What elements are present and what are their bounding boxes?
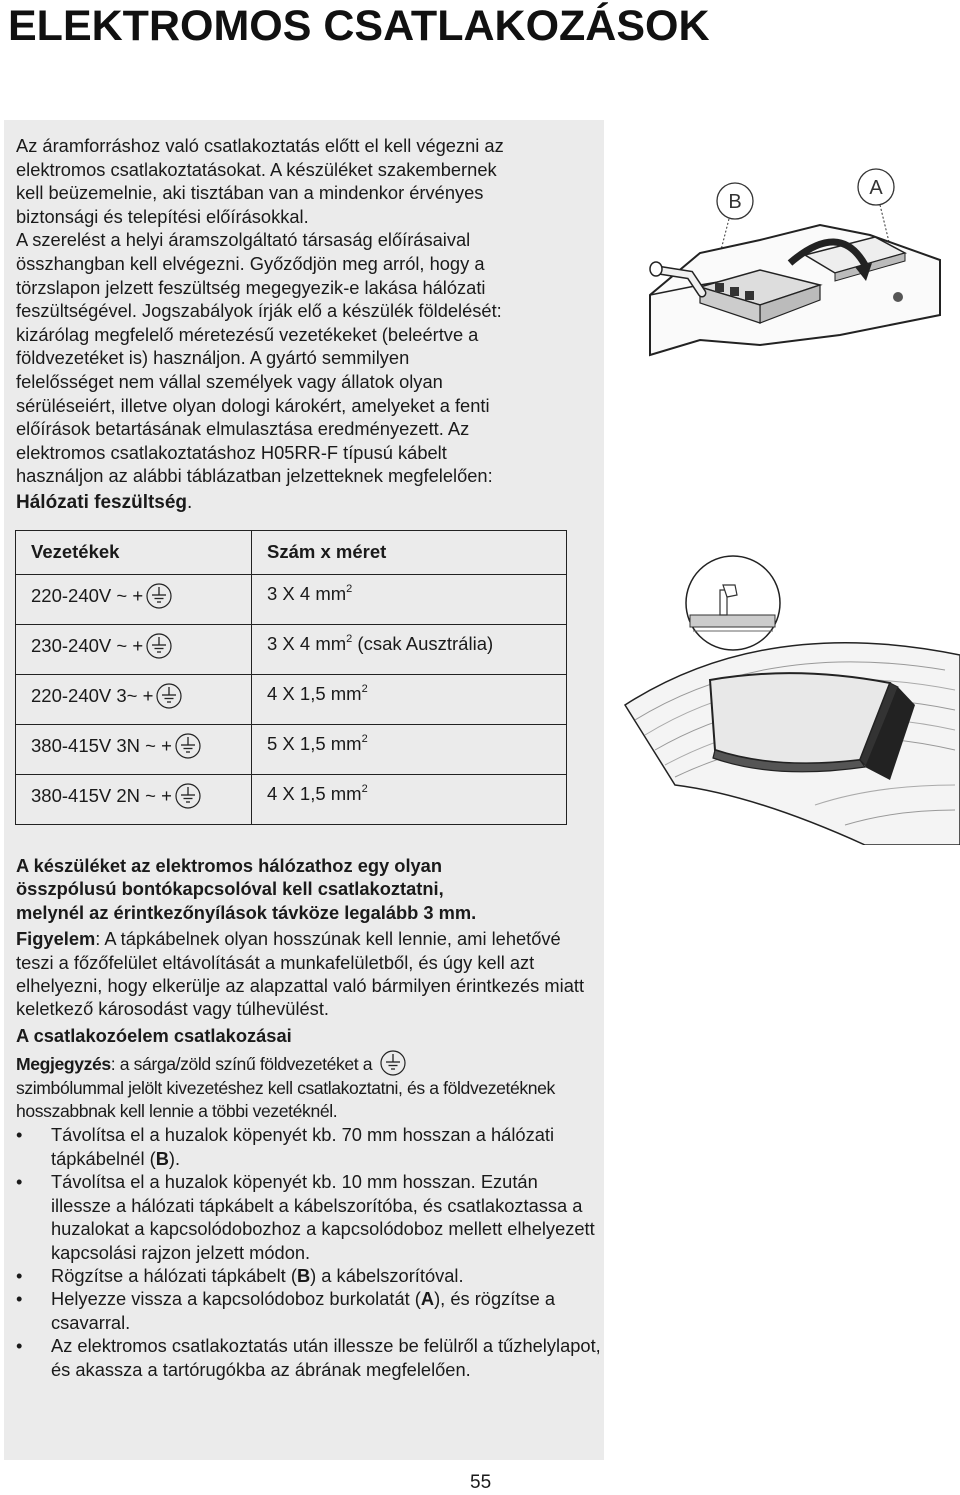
mains-voltage-line <box>16 491 601 515</box>
step-text: ) a kábelszorítóval. <box>310 1264 464 1286</box>
size-cell <box>252 675 567 725</box>
instructions-section <box>16 854 601 1381</box>
size-suffix: (csak Ausztrália) <box>352 633 494 654</box>
table-row <box>16 575 567 625</box>
wiring-cell <box>16 625 252 675</box>
wiring-cell <box>16 775 252 825</box>
wiring-label: 380-415V 2N ~ + <box>31 785 172 806</box>
size-cell <box>252 725 567 775</box>
warning-line: A készüléket az elektromos hálózathoz egy olyan <box>16 855 443 876</box>
table-row <box>16 625 567 675</box>
section-heading: A csatlakozóelem csatlakozásai <box>16 1024 292 1046</box>
note-label: Megjegyzés <box>16 1054 111 1075</box>
intro-line: összhangban kell elvégezni. Győződjön meg arról, hogy a <box>16 252 485 274</box>
table-header-size: Szám x méret <box>252 531 567 575</box>
size-value: 4 X 1,5 mm <box>267 683 362 704</box>
warning-line: melynél az érintkezőnyílások távköze legalább 3 mm. <box>16 901 477 923</box>
intro-line: földvezetéket is) használjon. A gyártó semmilyen <box>16 347 410 369</box>
intro-line: törzslapon jelzett feszültség megegyezik-e lakása hálózati <box>16 276 486 298</box>
intro-paragraph <box>16 134 601 515</box>
ground-icon <box>380 1050 406 1076</box>
wiring-table <box>15 530 567 825</box>
intro-line: A szerelést a helyi áramszolgáltató társaság előírásaival <box>16 229 471 251</box>
step-text: Távolítsa el a huzalok köpenyét kb. 70 mm hosszan a hálózati tápkábelnél ( <box>51 1124 555 1169</box>
step-text: ), és rögzítse a csavarral. <box>51 1288 555 1333</box>
page-number: 55 <box>470 1472 492 1493</box>
intro-line: feszültségével. Jogszabályok írják elő a készülék földelését: <box>16 300 502 322</box>
wiring-cell <box>16 675 252 725</box>
hob-insertion-illustration <box>615 555 960 845</box>
steps-list <box>16 1123 601 1380</box>
size-value: 3 X 4 mm <box>267 633 347 654</box>
step-ref: B <box>155 1147 169 1169</box>
size-cell <box>252 775 567 825</box>
intro-line: előírások betartásának elmulasztása eredményezett. Az <box>16 418 470 440</box>
intro-line: kell beüzemelnie, aki tisztában van a mindenkor érvényes <box>16 182 484 204</box>
intro-line: Az áramforráshoz való csatlakoztatás előtt el kell végezni az <box>16 135 504 156</box>
step-text: Az elektromos csatlakoztatás után illessze be felülről a tűzhelylapot, és akassza a tartórugókba az ábrának megfelelően. <box>51 1335 601 1380</box>
intro-line: kizárólag megfelelő méretezésű vezetékeket (beleértve a <box>16 323 479 345</box>
step-text: ). <box>168 1147 181 1169</box>
ground-icon <box>146 583 172 609</box>
step-text: Helyezze vissza a kapcsolódoboz burkolatát ( <box>51 1288 421 1310</box>
warning-line: összpólusú bontókapcsolóval kell csatlakoztatni, <box>16 878 444 900</box>
wiring-cell <box>16 575 252 625</box>
isolator-warning <box>16 854 601 924</box>
step-text: Rögzítse a hálózati tápkábelt ( <box>51 1264 297 1286</box>
list-item <box>16 1264 601 1287</box>
note-text: : a sárga/zöld színű földvezetéket a <box>110 1054 373 1075</box>
size-value: 3 X 4 mm <box>267 583 347 604</box>
mains-voltage-dot: . <box>187 491 193 513</box>
size-exponent: 2 <box>346 583 353 595</box>
wiring-label: 230-240V ~ + <box>31 635 144 656</box>
step-text: Távolítsa el a huzalok köpenyét kb. 10 mm hosszan. Ezután illessze a hálózati tápkábelt a kábelszorítóba, és csatlakoztassa a huzalokat a kapcsolódobozhoz a kapcsolódoboz mellett elhelyezett kapcsolási rajzon jelzett módon. <box>51 1171 595 1263</box>
intro-line: használjon az alábbi táblázatban jelzetteknek megfelelően: <box>16 465 493 487</box>
size-value: 5 X 1,5 mm <box>267 733 362 754</box>
size-cell <box>252 575 567 625</box>
list-item <box>16 1170 601 1264</box>
ground-icon <box>146 633 172 659</box>
intro-line: biztonsági és telepítési előírásokkal. <box>16 205 309 227</box>
wiring-label: 220-240V ~ + <box>31 585 144 606</box>
ground-icon <box>175 733 201 759</box>
ground-icon <box>175 783 201 809</box>
table-row <box>16 775 567 825</box>
label-b: B <box>728 191 742 213</box>
note-paragraph <box>16 1050 601 1123</box>
attention-label: Figyelem <box>16 928 96 950</box>
table-header-wiring: Vezetékek <box>16 531 252 575</box>
wiring-label: 220-240V 3~ + <box>31 685 154 706</box>
intro-line: sérüléseiért, illetve olyan dologi károkért, amelyeket a fenti <box>16 394 490 416</box>
intro-line: felelősséget nem vállal személyek vagy állatok olyan <box>16 370 443 392</box>
attention-paragraph <box>16 927 601 1021</box>
terminal-box-illustration <box>640 165 950 375</box>
intro-line: elektromos csatlakoztatáshoz H05RR-F típusú kábelt <box>16 441 447 463</box>
table-row <box>16 725 567 775</box>
label-a: A <box>869 177 883 199</box>
page-title: ELEKTROMOS CSATLAKOZÁSOK <box>8 2 710 50</box>
size-exponent: 2 <box>361 683 368 695</box>
size-cell <box>252 625 567 675</box>
detail-zoom-circle <box>686 556 780 650</box>
ground-icon <box>156 683 182 709</box>
step-ref: A <box>420 1288 435 1310</box>
table-header-row <box>16 531 567 575</box>
list-item <box>16 1123 601 1170</box>
list-item <box>16 1334 601 1381</box>
wiring-cell <box>16 725 252 775</box>
size-value: 4 X 1,5 mm <box>267 783 362 804</box>
wiring-label: 380-415V 3N ~ + <box>31 735 172 756</box>
step-ref: B <box>296 1264 311 1286</box>
size-exponent: 2 <box>361 733 368 745</box>
size-exponent: 2 <box>361 783 368 795</box>
size-exponent: 2 <box>346 633 353 645</box>
list-item <box>16 1287 601 1334</box>
note-text: szimbólummal jelölt kivezetéshez kell csatlakoztatni, és a földvezetéknek hosszabbnak kell lennie a többi vezetéknél. <box>16 1077 555 1122</box>
mains-voltage-label: Hálózati feszültség <box>16 491 188 513</box>
table-row <box>16 675 567 725</box>
intro-line: elektromos csatlakoztatásokat. A készüléket szakembernek <box>16 158 497 180</box>
attention-text: : A tápkábelnek olyan hosszúnak kell lennie, ami lehetővé teszi a főzőfelület eltávolítását a munkafelületből, és úgy kell azt elhelyezni, hogy elkerülje az alapzattal való bármilyen érintkezés miatt keletkező károsodást vagy túlhevülést. <box>16 928 585 1020</box>
